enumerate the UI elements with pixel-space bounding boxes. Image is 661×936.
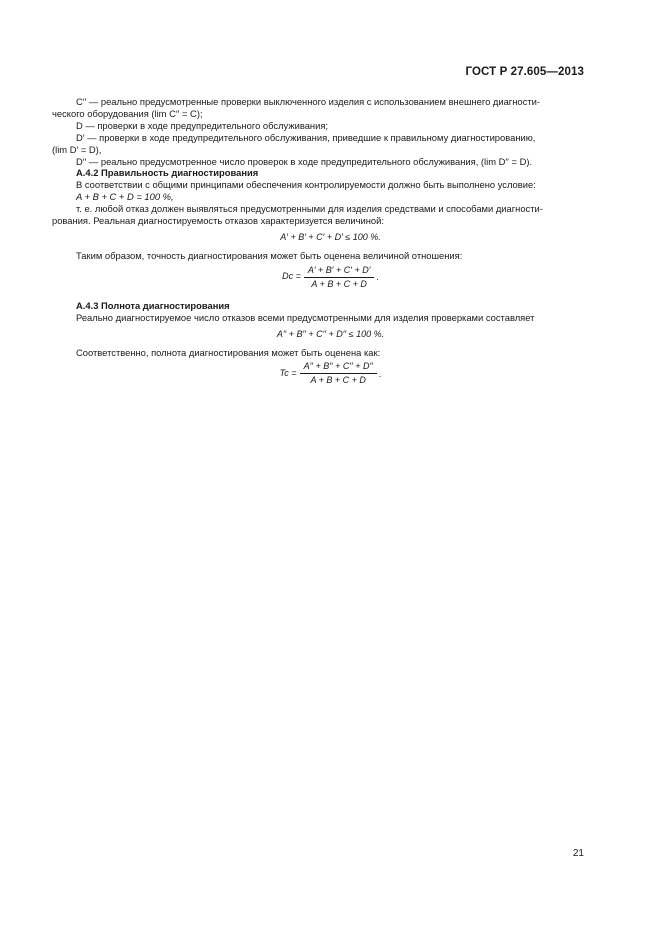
formula-dc-end: . [376, 272, 379, 283]
standard-code-header: ГОСТ Р 27.605—2013 [465, 66, 584, 78]
formula-real-diagnosability: A′ + B′ + C′ + D′ ≤ 100 %. [280, 231, 381, 242]
section-a43-intro: Реально диагностируемое число отказов всеми предусмотренными для изделия проверками составляет [76, 311, 535, 323]
formula-tc [76, 361, 585, 386]
section-a42-intro: В соответствии с общими принципами обеспечения контролируемости должно быть выполнено условие: [76, 179, 536, 191]
formula-dc-numerator: A′ + B′ + C′ + D′ [304, 265, 375, 278]
formula-tc-denominator: A + B + C + D [310, 375, 366, 386]
page-content [52, 96, 585, 392]
formula-real-diagnosed-count: A′′ + B′′ + C′′ + D′′ ≤ 100 %. [276, 328, 385, 339]
formula-tc-end: . [378, 368, 382, 379]
formula-dc-fraction [304, 265, 375, 290]
formula-tc-lhs: Tc = [279, 367, 297, 378]
formula-dc-lhs: Dc = [282, 271, 301, 282]
paragraph-c-double-prime-line1: C′′ — реально предусмотренные проверки выключенного изделия с использованием внешнего диагности- [76, 96, 540, 107]
section-a42-condition: A + B + C + D = 100 %, [76, 191, 174, 203]
section-a42-title: А.4.2 Правильность диагностирования [76, 167, 259, 179]
paragraph-d-double-prime: D′′ — реально предусмотренное число проверок в ходе предупредительного обслуживания, (lim D′′ = D). [76, 155, 533, 167]
section-a43-title: А.4.3 Полнота диагностирования [76, 299, 230, 311]
paragraph-c-double-prime-line2: ческого оборудования (lim C′′ = C); [52, 107, 203, 119]
section-a42-text-line1: т. е. любой отказ должен выявляться предусмотренными для изделия средствами и способами диагности- [76, 203, 543, 215]
paragraph-d-def: D — проверки в ходе предупредительного обслуживания; [76, 119, 329, 131]
paragraph-d-prime-line1: D′ — проверки в ходе предупредительного обслуживания, приведшие к правильному диагностированию, [76, 131, 536, 143]
formula-dc-denominator: A + B + C + D [311, 278, 367, 289]
formula-tc-fraction [300, 361, 377, 386]
paragraph-d-prime-line2: (lim D′ = D), [52, 143, 102, 155]
section-a42-accuracy-text: Таким образом, точность диагностирования может быть оценена величиной отношения: [76, 249, 463, 261]
formula-dc [76, 265, 585, 290]
section-a43-completeness-text: Соответственно, полнота диагностирования может быть оценена как: [76, 346, 381, 358]
section-a42-text-line2: рования. Реальная диагностируемость отказов характеризуется величиной: [52, 215, 384, 227]
page-number: 21 [572, 848, 584, 859]
formula-tc-numerator: A′′ + B′′ + C′′ + D′′ [300, 361, 377, 374]
